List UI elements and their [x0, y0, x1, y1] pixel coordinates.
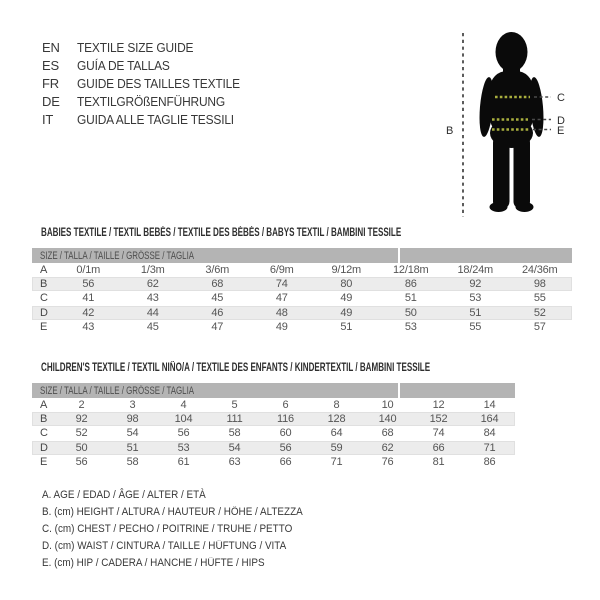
- row-label: C: [40, 427, 48, 440]
- table-cell: 49: [340, 306, 353, 319]
- babies-size-table: [32, 248, 572, 334]
- row-label: E: [40, 455, 48, 468]
- legend-line: C. (cm) CHEST / PECHO / POITRINE / TRUHE / PETTO: [42, 522, 293, 535]
- language-code: FR: [42, 75, 59, 91]
- table-cell: 58: [126, 455, 139, 468]
- table-cell: 64: [330, 427, 343, 440]
- table-cell: 43: [82, 320, 95, 333]
- table-cell: 57: [533, 320, 546, 333]
- table-cell: 59: [330, 441, 343, 454]
- table-cell: 53: [177, 441, 190, 454]
- table-cell: 84: [483, 427, 496, 440]
- table-cell: 55: [533, 292, 546, 305]
- table-row: [32, 441, 515, 455]
- guide-title-text: GUIDE DES TAILLES TEXTILE: [77, 75, 240, 91]
- table-cell: 48: [275, 306, 288, 319]
- table-cell: 74: [432, 427, 445, 440]
- table-cell: 71: [330, 455, 343, 468]
- table-cell: 66: [279, 455, 292, 468]
- size-header-bar: [32, 383, 515, 398]
- guide-title-text: GUÍA DE TALLAS: [77, 57, 170, 73]
- table-cell: 49: [275, 320, 288, 333]
- table-cell: 98: [533, 278, 546, 291]
- row-label: B: [40, 413, 48, 426]
- table-cell: 74: [275, 278, 288, 291]
- language-row: [42, 56, 254, 74]
- table-cell: 6: [282, 399, 289, 412]
- table-cell: 1/3m: [140, 264, 165, 277]
- row-label: A: [40, 399, 48, 412]
- table-cell: 52: [533, 306, 546, 319]
- table-row: [32, 320, 572, 334]
- table-cell: 52: [75, 427, 88, 440]
- table-cell: 60: [279, 427, 292, 440]
- language-row: [42, 92, 254, 110]
- table-cell: 44: [146, 306, 159, 319]
- hip-label: E: [557, 125, 565, 137]
- row-label: D: [40, 306, 48, 319]
- guide-title-text: TEXTILE SIZE GUIDE: [77, 39, 194, 55]
- table-cell: 8: [333, 399, 340, 412]
- language-title-list: [42, 38, 254, 128]
- table-cell: 116: [277, 413, 294, 426]
- row-label: C: [40, 292, 48, 305]
- table-cell: 68: [211, 278, 224, 291]
- legend-line: A. AGE / EDAD / ÂGE / ALTER / ETÀ: [42, 489, 206, 502]
- table-cell: 92: [75, 413, 88, 426]
- language-code: EN: [42, 39, 60, 55]
- table-cell: 14: [483, 399, 496, 412]
- guide-title-text: GUIDA ALLE TAGLIE TESSILI: [77, 111, 234, 127]
- table-cell: 128: [327, 413, 346, 426]
- table-cell: 54: [228, 441, 241, 454]
- height-label: B: [446, 125, 454, 137]
- size-header-bar: [32, 248, 572, 263]
- table-cell: 51: [469, 306, 482, 319]
- table-cell: 41: [82, 292, 95, 305]
- table-row: [32, 291, 572, 305]
- table-cell: 55: [469, 320, 482, 333]
- table-cell: 46: [211, 306, 224, 319]
- language-code: ES: [42, 57, 59, 73]
- row-label: A: [40, 264, 48, 277]
- table-cell: 62: [381, 441, 394, 454]
- table-cell: 111: [226, 413, 243, 426]
- babies-table-body: [32, 263, 572, 334]
- size-header-label: SIZE / TALLA / TAILLE / GRÖSSE / TAGLIA: [40, 384, 195, 397]
- language-row: [42, 110, 254, 128]
- table-cell: 164: [480, 413, 499, 426]
- child-silhouette-icon: [477, 32, 545, 212]
- children-size-table: [32, 383, 515, 469]
- guide-title-text: TEXTILGRÖßENFÜHRUNG: [77, 93, 226, 109]
- language-code: DE: [42, 93, 60, 109]
- row-label: D: [40, 441, 48, 454]
- table-row: [32, 306, 572, 320]
- table-cell: 43: [146, 292, 159, 305]
- table-cell: 18/24m: [457, 264, 493, 277]
- measurement-legend: [42, 487, 332, 571]
- table-cell: 68: [381, 427, 394, 440]
- row-label: E: [40, 320, 48, 333]
- table-cell: 63: [228, 455, 241, 468]
- children-section-title: CHILDREN'S TEXTILE / TEXTIL NIÑO/A / TEXTILE DES ENFANTS / KINDERTEXTIL / BAMBINI TESSILE: [41, 362, 431, 374]
- language-code: IT: [42, 111, 54, 127]
- table-cell: 54: [126, 427, 139, 440]
- table-cell: 4: [180, 399, 187, 412]
- table-cell: 66: [432, 441, 445, 454]
- table-cell: 71: [483, 441, 496, 454]
- table-row: [32, 263, 572, 277]
- table-cell: 50: [404, 306, 417, 319]
- table-cell: 5: [231, 399, 238, 412]
- table-row: [32, 398, 515, 412]
- table-cell: 56: [82, 278, 95, 291]
- table-cell: 12/18m: [393, 264, 429, 277]
- table-row: [32, 426, 515, 440]
- table-cell: 104: [174, 413, 193, 426]
- table-cell: 92: [469, 278, 482, 291]
- language-row: [42, 38, 254, 56]
- table-cell: 140: [378, 413, 397, 426]
- table-cell: 98: [126, 413, 139, 426]
- table-cell: 6/9m: [269, 264, 294, 277]
- table-cell: 62: [146, 278, 159, 291]
- babies-section-title: BABIES TEXTILE / TEXTIL BEBÉS / TEXTILE DES BÉBÉS / BABYS TEXTIL / BAMBINI TESSILE: [41, 227, 402, 239]
- table-cell: 76: [381, 455, 394, 468]
- table-cell: 80: [340, 278, 353, 291]
- table-cell: 3/6m: [205, 264, 230, 277]
- table-cell: 0/1m: [76, 264, 101, 277]
- table-row: [32, 455, 515, 469]
- table-cell: 58: [228, 427, 241, 440]
- legend-line: D. (cm) WAIST / CINTURA / TAILLE / HÜFTUNG / VITA: [42, 539, 287, 552]
- size-header-label: SIZE / TALLA / TAILLE / GRÖSSE / TAGLIA: [40, 249, 195, 262]
- measurement-figure: [440, 5, 600, 220]
- table-cell: 56: [177, 427, 190, 440]
- table-cell: 24/36m: [522, 264, 558, 277]
- table-cell: 47: [275, 292, 288, 305]
- table-cell: 56: [279, 441, 292, 454]
- chest-label: C: [557, 92, 565, 104]
- table-cell: 56: [75, 455, 88, 468]
- legend-line: B. (cm) HEIGHT / ALTURA / HAUTEUR / HÖHE / ALTEZZA: [42, 506, 303, 519]
- table-cell: 51: [404, 292, 417, 305]
- table-cell: 51: [340, 320, 353, 333]
- table-cell: 61: [177, 455, 190, 468]
- table-cell: 12: [432, 399, 445, 412]
- table-cell: 51: [126, 441, 139, 454]
- table-cell: 50: [75, 441, 88, 454]
- table-row: [32, 277, 572, 291]
- child-measurement-diagram: [440, 5, 600, 220]
- children-table-body: [32, 398, 515, 469]
- table-cell: 47: [211, 320, 224, 333]
- row-label: B: [40, 278, 48, 291]
- table-cell: 53: [469, 292, 482, 305]
- waist-label: D: [557, 115, 565, 127]
- table-cell: 45: [211, 292, 224, 305]
- table-cell: 152: [429, 413, 448, 426]
- table-cell: 3: [129, 399, 136, 412]
- table-row: [32, 412, 515, 426]
- table-cell: 86: [404, 278, 417, 291]
- table-cell: 53: [404, 320, 417, 333]
- table-cell: 86: [483, 455, 496, 468]
- table-cell: 2: [78, 399, 85, 412]
- table-cell: 42: [82, 306, 95, 319]
- table-cell: 10: [381, 399, 394, 412]
- table-cell: 49: [340, 292, 353, 305]
- table-cell: 81: [432, 455, 445, 468]
- language-row: [42, 74, 254, 92]
- legend-line: E. (cm) HIP / CADERA / HANCHE / HÜFTE / HIPS: [42, 556, 265, 569]
- table-cell: 9/12m: [331, 264, 362, 277]
- table-cell: 45: [146, 320, 159, 333]
